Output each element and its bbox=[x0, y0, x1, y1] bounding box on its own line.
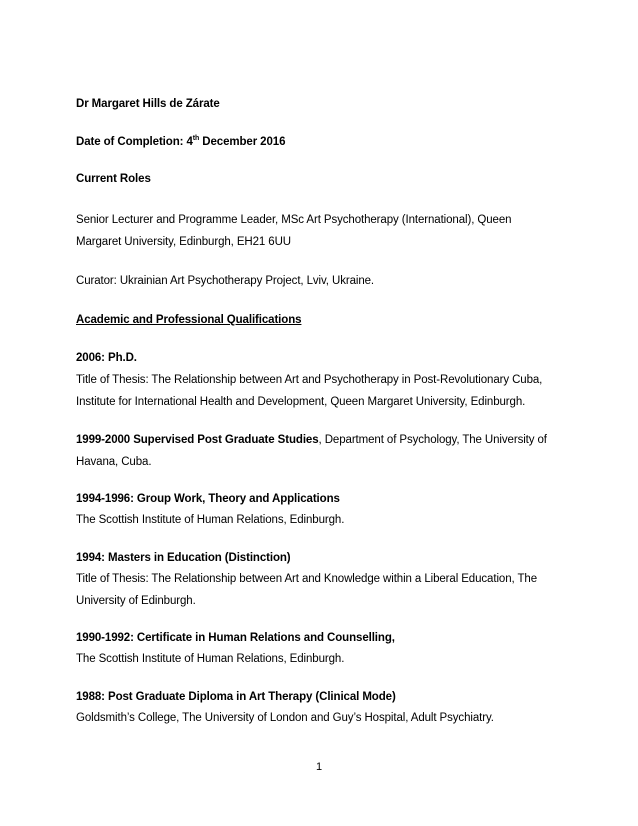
qualification-phd-line-1: Title of Thesis: The Relationship between Art and Psychotherapy in Post-Revolutionary Cuba, bbox=[76, 374, 543, 386]
completion-date-prefix: Date of Completion: 4 bbox=[76, 136, 193, 148]
page-number: 1 bbox=[315, 761, 323, 773]
qualification-masters-title: 1994: Masters in Education (Distinction) bbox=[76, 552, 291, 564]
qualification-group-work-title: 1994-1996: Group Work, Theory and Applications bbox=[76, 493, 340, 505]
qualification-diploma-line-1: Goldsmith’s College, The University of London and Guy’s Hospital, Adult Psychiatry. bbox=[76, 712, 494, 724]
qualification-pg-studies-detail: , Department of Psychology, The University of bbox=[318, 434, 547, 446]
qualification-diploma-title: 1988: Post Graduate Diploma in Art Therapy (Clinical Mode) bbox=[76, 691, 396, 703]
qualification-phd-title: 2006: Ph.D. bbox=[76, 352, 137, 364]
qualification-masters-line-1: Title of Thesis: The Relationship between Art and Knowledge within a Liberal Education, The bbox=[76, 573, 537, 585]
role-1-line-1: Senior Lecturer and Programme Leader, MSc Art Psychotherapy (International), Queen bbox=[76, 214, 512, 226]
current-roles-heading: Current Roles bbox=[76, 173, 151, 185]
qualification-certificate-title: 1990-1992: Certificate in Human Relations and Counselling, bbox=[76, 632, 395, 644]
role-1-line-2: Margaret University, Edinburgh, EH21 6UU bbox=[76, 236, 292, 248]
qualification-pg-studies-line-1 bbox=[76, 433, 547, 448]
qualification-group-work-line-1: The Scottish Institute of Human Relations, Edinburgh. bbox=[76, 514, 345, 526]
qualification-masters-line-2: University of Edinburgh. bbox=[76, 595, 196, 607]
completion-date-rest: December 2016 bbox=[199, 136, 286, 148]
qualification-phd-line-2: Institute for International Health and Development, Queen Margaret University, Edinburgh. bbox=[76, 396, 526, 408]
role-2: Curator: Ukrainian Art Psychotherapy Project, Lviv, Ukraine. bbox=[76, 275, 375, 287]
qualifications-heading: Academic and Professional Qualifications bbox=[76, 314, 302, 326]
completion-date-suffix: th bbox=[192, 135, 200, 143]
qualification-pg-studies-title: 1999-2000 Supervised Post Graduate Studies bbox=[76, 434, 319, 446]
qualification-certificate-line-1: The Scottish Institute of Human Relations, Edinburgh. bbox=[76, 653, 345, 665]
completion-date bbox=[76, 135, 285, 150]
author-name: Dr Margaret Hills de Zárate bbox=[76, 98, 220, 110]
qualification-pg-studies-line-2: Havana, Cuba. bbox=[76, 456, 152, 468]
